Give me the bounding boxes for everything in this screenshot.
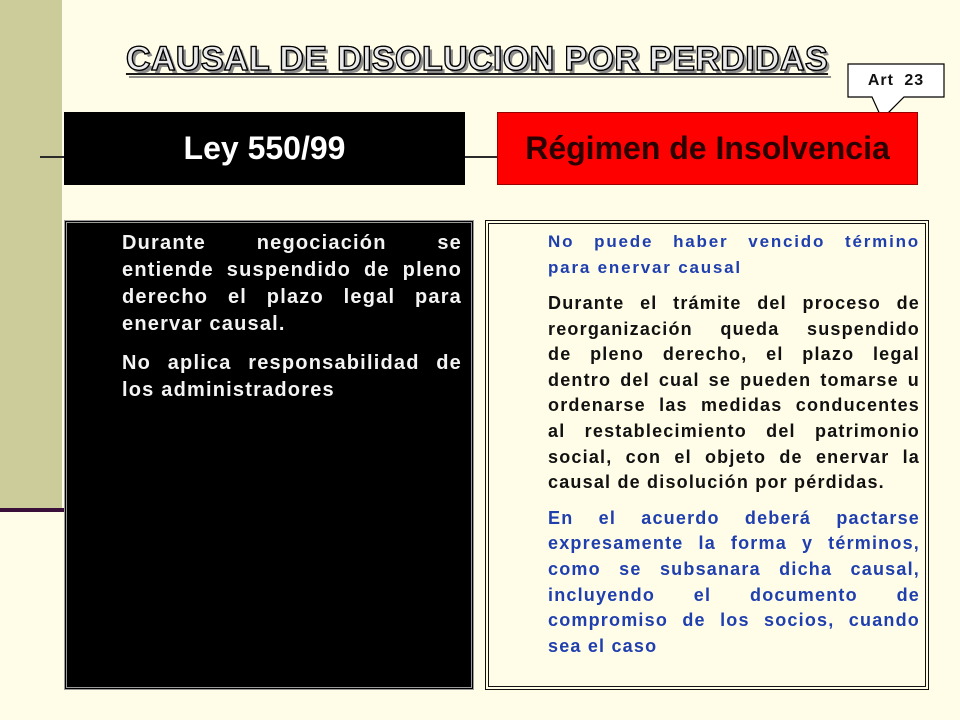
- text-line: al restablecimiento del patrimonio: [548, 420, 920, 441]
- left-panel: [64, 220, 474, 690]
- text-line: Durante negociación se: [122, 232, 462, 254]
- connector-line-middle: [465, 156, 497, 158]
- callout-label: Art 23: [867, 71, 925, 89]
- text-line: los administradores: [122, 379, 335, 401]
- header-regimen-insolvencia-label: Régimen de Insolvencia: [525, 130, 890, 166]
- text-line: No puede haber vencido término: [548, 232, 920, 251]
- right-paragraph-acuerdo: [548, 506, 920, 660]
- text-line: En el acuerdo deberá pactarse: [548, 507, 920, 528]
- text-line: entiende suspendido de pleno: [122, 259, 462, 281]
- text-line: causal de disolución por pérdidas.: [548, 472, 885, 493]
- text-line: sea el caso: [548, 635, 658, 656]
- connector-line-left: [40, 156, 64, 158]
- text-line: incluyendo el documento de: [548, 584, 920, 605]
- slide-title: CAUSAL DE DISOLUCION POR PERDIDAS: [125, 40, 829, 78]
- left-paragraph-responsabilidad: [122, 350, 462, 404]
- right-panel: [485, 220, 929, 690]
- text-line: Durante el trámite del proceso de: [548, 293, 920, 313]
- text-line: para enervar causal: [548, 258, 742, 277]
- left-paragraph-negociacion: [122, 230, 462, 338]
- text-line: como se subsanara dicha causal,: [548, 558, 920, 579]
- header-ley-550-label: Ley 550/99: [183, 130, 346, 166]
- header-ley-550: [64, 112, 465, 185]
- header-regimen-insolvencia: [497, 112, 918, 185]
- text-line: expresamente la forma y términos,: [548, 533, 920, 554]
- text-line: enervar causal.: [122, 313, 286, 335]
- left-band-underline: [0, 508, 64, 512]
- right-paragraph-tramite: [548, 291, 920, 496]
- right-paragraph-termino: [548, 229, 920, 281]
- text-line: derecho el plazo legal para: [122, 286, 462, 308]
- text-line: compromiso de los socios, cuando: [548, 610, 920, 631]
- text-line: No aplica responsabilidad de: [122, 352, 462, 374]
- text-line: dentro del cual se pueden tomarse u: [548, 369, 920, 390]
- text-line: ordenarse las medidas conducentes: [548, 395, 920, 416]
- text-line: de pleno derecho, el plazo legal: [548, 344, 920, 365]
- text-line: reorganización queda suspendido: [548, 318, 920, 339]
- text-line: social, con el objeto de enervar la: [548, 446, 920, 467]
